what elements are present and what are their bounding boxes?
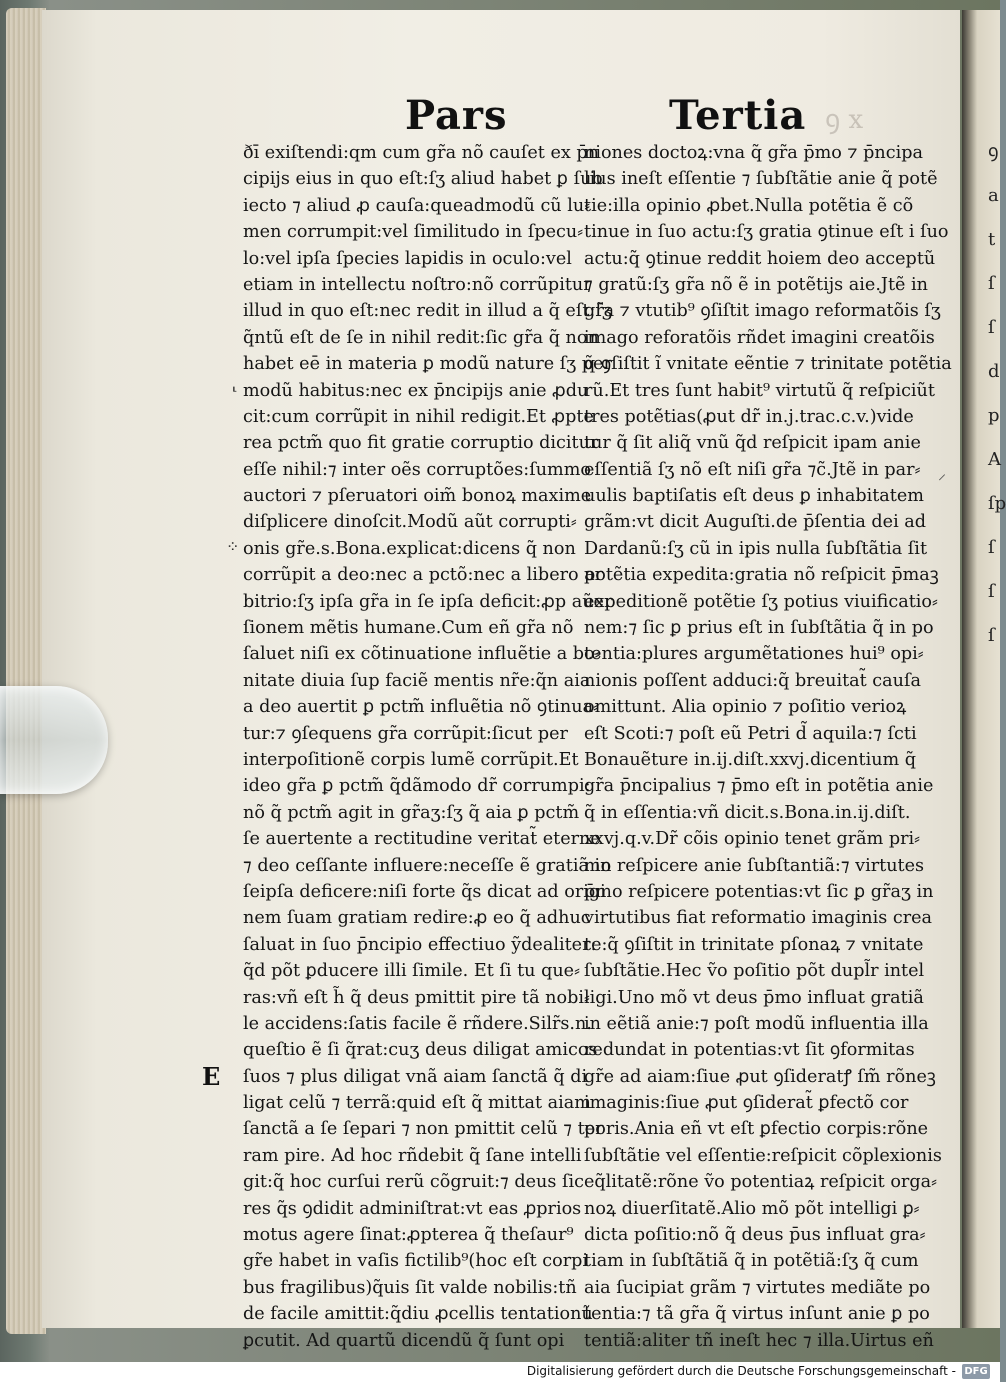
text-line: illud in quo eſt:nec redit in illud a q̃ eſt:ſʒ: [243, 301, 612, 322]
text-line: tentiã:aliter tñ ineſt hec ⁊ illa.Uirtus eñ: [584, 1330, 934, 1351]
text-line: q̃ in eſſentia:vñ dicit.s.Bona.in.ij.diſt.: [584, 802, 911, 823]
text-line: nõ q̃ pctm̃ agit in gr̃aʒ:ſʒ q̃ aia ꝑ pctm̃: [243, 802, 580, 823]
header-left-word: Pars: [405, 92, 508, 139]
text-line: ſaluet niſi ex cõtinuatione influẽtie a bo⸗: [243, 644, 601, 665]
text-line: mo reſpicere anie ſubſtantiã:⁊ virtutes: [584, 855, 925, 876]
text-line: queſtio ẽ ſi q̃rat:cuʒ deus diligat amicos: [243, 1040, 598, 1061]
adjacent-page-text: d: [988, 361, 1000, 382]
text-line: tinue in ſuo actu:ſʒ gratia ꝯtinue eſt i ſuo: [584, 222, 949, 243]
text-line: imaginis:ſiue ꝓut ꝯſiderat̃ ꝑfectõ cor: [584, 1093, 909, 1114]
text-line: ⁊ gratũ:ſʒ gr̃a nõ ẽ in potẽtijs aie.Jtẽ in: [584, 274, 929, 295]
text-line: lius ineſt eſſentie ⁊ ſubſtãtie anie q̃ potẽ: [584, 169, 938, 190]
text-line: Dardanũ:ſʒ cũ in ipis nulla ſubſtãtia ſit: [584, 538, 928, 559]
text-line: eſt Scoti:⁊ poſt eũ Petri d̃ aquila:⁊ ſcti: [584, 723, 917, 744]
text-line: expeditionẽ potẽtie ſʒ potius viuificatio⸗: [584, 591, 938, 612]
text-line: tiam in ſubſtãtiã q̃ in potẽtiã:ſʒ q̃ cum: [584, 1251, 919, 1272]
text-line: tres potẽtias(ꝓut dr̃ in.j.trac.c.v.)vide: [584, 406, 914, 427]
text-line: Bonauẽture in.ij.diſt.xxvj.dicentium q̃: [584, 749, 917, 770]
adjacent-page-edge: [962, 10, 1006, 1328]
signature-mark: E: [202, 1062, 221, 1091]
text-line: tur q̃ ſit aliq̃ vnũ q̃d reſpicit ipam anie: [584, 433, 921, 454]
text-line: nionis poſſent adduci:q̃ breuitat̃ cauſa: [584, 670, 921, 691]
text-line: ſuos ⁊ plus diligat vnã aiam ſanctã q̃ di: [243, 1066, 588, 1087]
text-line: cit:cum corrũpit in nihil redigit.Et ꝓpte: [243, 406, 594, 427]
footer-credit: Digitalisierung gefördert durch die Deutsche Forschungsgemeinschaft -: [526, 1364, 956, 1378]
text-line: ras:vñ eſt h̃ q̃ deus pmittit pire tã nobi⸗: [243, 987, 590, 1008]
transparent-page-clip: [0, 686, 108, 794]
text-line: rũ.Et tres ſunt habit⁹ virtutũ q̃ reſpiciũt: [584, 380, 935, 401]
book-page: [42, 10, 960, 1351]
text-line: ſubſtãtie vel eſſentie:reſpicit cõplexionis: [584, 1145, 942, 1166]
text-line: actu:q̃ ꝯtinue reddit hoiem deo acceptũ: [584, 248, 936, 269]
adjacent-page-text: ſ: [988, 625, 995, 646]
footer-bar: [0, 1362, 1000, 1382]
text-line: redundat in potentias:vt ſit ꝯformitas: [584, 1040, 915, 1061]
text-line: ſe auertente a rectitudine veritat̃ eterne: [243, 829, 601, 850]
page-edges: [6, 8, 46, 1334]
text-line: gr̃a ⁊ vtutib⁹ ꝯſiſtit imago reformatõis ſʒ: [584, 301, 941, 322]
text-line: nem:⁊ ſic ꝑ prius eſt in ſubſtãtia q̃ in po: [584, 618, 934, 639]
text-line: tur:⁊ ꝯſequens gr̃a corrũpit:ſicut per: [243, 723, 568, 744]
left-text-column: [243, 140, 613, 1354]
right-text-column: [584, 140, 952, 1354]
text-line: men corrumpit:vel ſimilitudo in ſpecu⸗: [243, 222, 584, 243]
text-line: rea pctm̃ quo fit gratie corruptio dicitur: [243, 433, 599, 454]
margin-mark: ⁘: [226, 537, 240, 556]
text-line: ⁊ deo ceſſante influere:neceſſe ẽ gratiã in: [243, 855, 612, 876]
text-line: tentia:plures argumẽtationes hui⁹ opi⸗: [584, 644, 924, 665]
text-line: imago reforatõis rñdet imagini creatõis: [584, 327, 935, 348]
text-line: q̃ ꝯſiſtit ĩ vnitate eẽntie ⁊ trinitate potẽtia: [584, 354, 952, 375]
dfg-logo: DFG: [962, 1364, 990, 1379]
adjacent-page-text: a: [988, 185, 999, 206]
text-line: ideo gr̃a ꝑ pctm̃ q̃dãmodo dr̃ corrumpi:: [243, 776, 591, 797]
text-line: etiam in intellectu noſtro:nõ corrũpitur: [243, 274, 592, 295]
text-line: ram pire. Ad hoc rñdebit q̃ ſane intelli: [243, 1145, 582, 1166]
text-line: auctori ⁊ pſeruatori oim̃ bonoꝝ maxime: [243, 486, 592, 507]
margin-mark: ⸝: [938, 464, 947, 483]
text-line: habet eē in materia ꝑ modũ nature ſʒ per: [243, 354, 612, 375]
text-line: modũ habitus:nec ex p̄ncipijs anie ꝓdu: [243, 380, 589, 401]
text-line: interpoſitionẽ corpis lumẽ corrũpit.Et: [243, 749, 579, 770]
text-line: aia ſucipiat grãm ⁊ virtutes mediãte po: [584, 1277, 931, 1298]
text-line: poris.Ania eñ vt eſt ꝑfectio corpis:rõne: [584, 1119, 929, 1140]
text-line: a deo auertit ꝑ pctm̃ influẽtia nõ ꝯtinua⸗: [243, 697, 599, 718]
text-line: virtutibus fiat reformatio imaginis crea: [584, 908, 933, 929]
adjacent-page-text: ſ: [988, 581, 995, 602]
text-line: uulis baptiſatis eſt deus ꝑ inhabitatem: [584, 486, 924, 507]
text-line: q̃ntũ eſt de ſe in nihil redit:ſic gr̃a q̃ non: [243, 327, 599, 348]
text-line: ſaluat in ſuo p̄ncipio effectiuo ỹdealiter:: [243, 934, 597, 955]
text-line: nitate diuia ſup faciẽ mentis nr̃e:q̃n aia: [243, 670, 591, 691]
text-line: ſionem mẽtis humane.Cum eñ gr̃a nõ: [243, 618, 574, 639]
adjacent-page-text: p: [988, 405, 1000, 426]
text-line: ðī exiſtendi:qm cum gr̃a nõ cauſet ex p̄n: [243, 143, 599, 163]
text-line: tentia:⁊ tã gr̃a q̃ virtus inſunt anie ꝑ po: [584, 1304, 930, 1325]
running-header: [42, 92, 960, 142]
adjacent-page-text: A: [988, 449, 1001, 470]
text-line: in eẽtiã anie:⁊ poſt modũ influentia illa: [584, 1013, 929, 1034]
text-line: eſſe nihil:⁊ inter oẽs corruptões:ſummo: [243, 459, 592, 480]
adjacent-page-text: ꝯ: [988, 141, 999, 162]
text-line: ligi.Uno mõ vt deus p̄mo influat gratiã: [584, 987, 924, 1008]
header-right-word: Tertia: [669, 92, 807, 139]
adjacent-page-text: ſ: [988, 273, 995, 294]
text-line: le accidens:ſatis facile ẽ rñdere.Silr̃s.n.: [243, 1013, 592, 1034]
adjacent-page-text: ſ: [988, 317, 995, 338]
text-line: eq̃litatẽ:rõne ṽo potentiaꝝ reſpicit orga⸗: [584, 1172, 937, 1193]
text-line: potẽtia expedita:gratia nõ reſpicit p̄maꝫ: [584, 565, 939, 586]
text-line: dicta poſitio:nõ q̃ deus p̄us influat gra⸗: [584, 1225, 926, 1246]
text-line: ſubſtãtie.Hec ṽo poſitio põt dupl̃r intel: [584, 961, 925, 982]
text-line: bitrio:ſʒ ipſa gr̃a in ſe ipſa deficit:ꝓp aũer: [243, 591, 613, 612]
adjacent-page-text: ſ: [988, 537, 995, 558]
text-line: gr̃a p̄ncipalius ⁊ p̄mo eſt in potẽtia anie: [584, 776, 934, 797]
text-line: ſeipſa deficere:niſi forte q̃s dicat ad origi: [243, 881, 606, 902]
text-line: res q̃s ꝯdidit adminiſtrat:vt eas ꝓprios: [243, 1198, 582, 1219]
text-line: noꝝ diuerſitatẽ.Alio mõ põt intelligi ꝑ⸗: [584, 1198, 920, 1219]
text-line: git:q̃ hoc curſui rerũ cõgruit:⁊ deus ſic: [243, 1172, 584, 1193]
text-line: de facile amittit:q̃diu ꝓcellis tentationũ: [243, 1304, 593, 1325]
text-line: onis gr̃e.s.Bona.explicat:dicens q̃ non: [243, 538, 576, 559]
text-line: iecto ⁊ aliud ꝓ cauſa:queadmodũ cũ lu⸗: [243, 195, 591, 216]
text-line: nem ſuam gratiam redire:ꝓ eo q̃ adhuc: [243, 908, 591, 929]
text-line: te:q̃ ꝯſiſtit in trinitate pſonaꝝ ⁊ vnitate: [584, 934, 924, 955]
text-line: omittunt. Alia opinio ⁊ poſitio verioꝝ: [584, 697, 907, 718]
text-line: diſplicere dinoſcit.Modũ aũt corrupti⸗: [243, 512, 577, 533]
text-line: ſanctã a ſe ſepari ⁊ non pmittit celũ ⁊ ter: [243, 1119, 604, 1140]
text-line: ligat celũ ⁊ terrã:quid eſt q̃ mittat aiam: [243, 1093, 591, 1114]
text-line: ꝑcutit. Ad quartũ dicendũ q̃ ſunt opi: [243, 1330, 565, 1351]
adjacent-page-text: ſp: [988, 493, 1006, 514]
adjacent-page-text: t: [988, 229, 996, 250]
text-line: p̄mo reſpicere potentias:vt ſic ꝑ gr̃aʒ in: [584, 881, 934, 902]
text-line: motus agere ſinat:ꝓpterea q̃ theſaur⁹: [243, 1225, 574, 1246]
bleed-through-text: ꝯ x: [825, 105, 864, 135]
text-line: niones doctoꝝ:vna q̃ gr̃a p̄mo ⁊ p̄ncipa: [584, 143, 923, 163]
text-line: grãm:vt dicit Auguſti.de p̄ſentia dei ad: [584, 512, 927, 533]
text-line: gr̃e habet in vaſis fictilib⁹(hoc eſt corpi: [243, 1251, 588, 1272]
text-line: gr̃e ad aiam:ſiue ꝓut ꝯſideratꝭ ſm̃ rõneꝫ: [584, 1066, 936, 1087]
text-line: eſſentiã ſʒ nõ eſt niſi gr̃a ⁊c̃.Jtẽ in par⸗: [584, 459, 921, 480]
text-line: bus fragilibus)q̃uis ſit valde nobilis:tñ: [243, 1277, 577, 1298]
text-line: xxvj.q.v.Dr̃ cõis opinio tenet grãm pri⸗: [584, 829, 921, 850]
text-line: lo:vel ipſa ſpecies lapidis in oculo:vel: [243, 248, 572, 269]
margin-mark: ⸤: [232, 378, 238, 394]
text-line: cipijs eius in quo eſt:ſʒ aliud habet ꝑ ſub: [243, 169, 603, 190]
text-line: tie:illa opinio ꝓbet.Nulla potẽtia ẽ cõ: [584, 195, 914, 216]
text-line: q̃d põt ꝑducere illi ſimile. Et ſi tu que⸗: [243, 961, 580, 982]
text-line: corrũpit a deo:nec a pctõ:nec a libero ar: [243, 565, 604, 586]
